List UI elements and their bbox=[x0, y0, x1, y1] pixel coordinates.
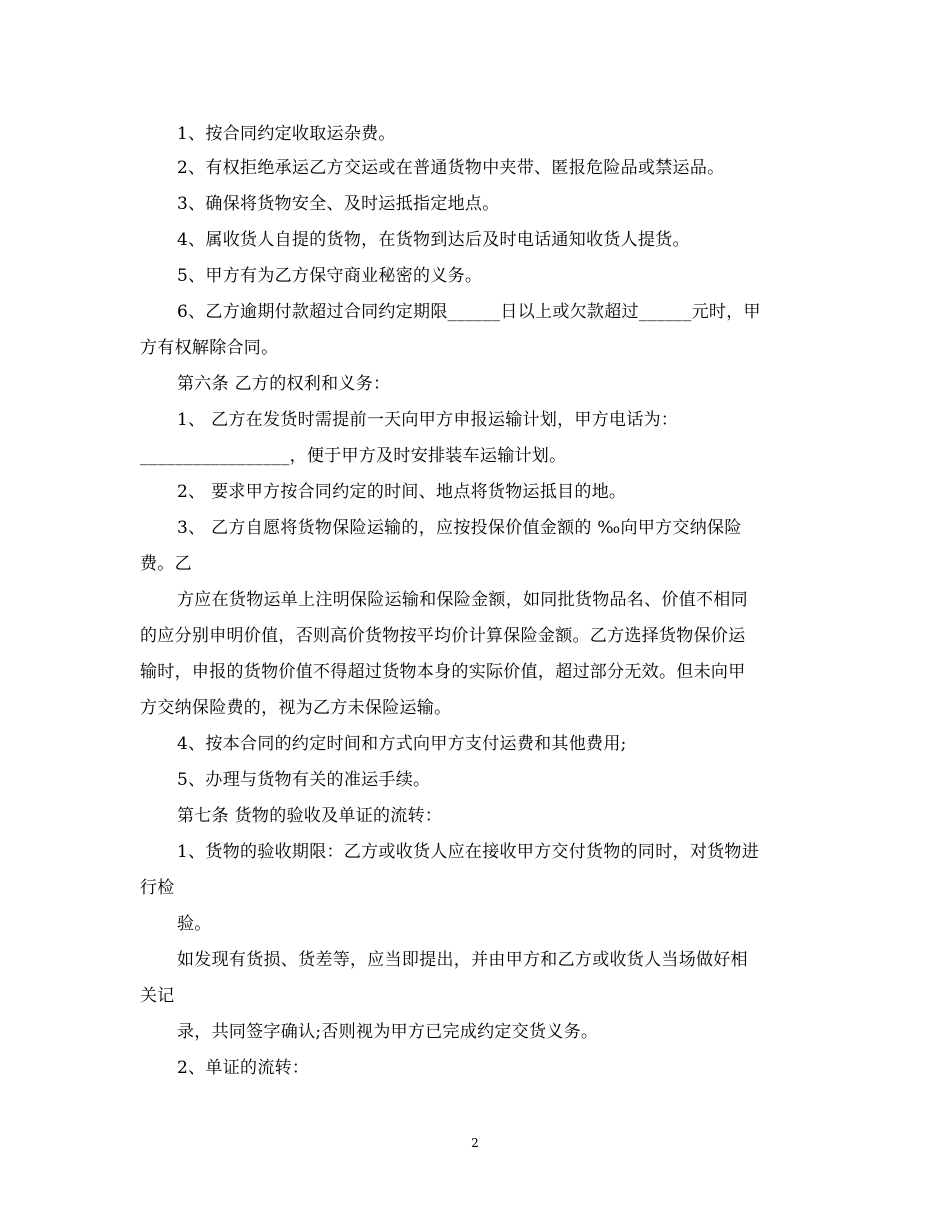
text-line: 6、乙方逾期付款超过合同约定期限______日以上或欠款超过______元时，甲 bbox=[177, 302, 761, 322]
text-line: 2、 要求甲方按合同约定的时间、地点将货物运抵目的地。 bbox=[177, 482, 627, 502]
page-number: 2 bbox=[471, 1136, 479, 1150]
section-heading: 第七条 货物的验收及单证的流转： bbox=[177, 806, 443, 826]
text-line: 行检 bbox=[140, 878, 175, 898]
text-line: 5、办理与货物有关的准运手续。 bbox=[177, 770, 431, 790]
text-line: 2、单证的流转： bbox=[177, 1058, 310, 1078]
text-line: 如发现有货损、货差等，应当即提出，并由甲方和乙方或收货人当场做好相 bbox=[177, 950, 748, 970]
text-line: 费。乙 bbox=[140, 554, 192, 574]
text-line: 方有权解除合同。 bbox=[140, 338, 279, 358]
text-line: 2、有权拒绝承运乙方交运或在普通货物中夹带、匿报危险品或禁运品。 bbox=[177, 158, 725, 178]
text-line: 1、货物的验收期限：乙方或收货人应在接收甲方交付货物的同时，对货物进 bbox=[177, 842, 760, 862]
text-line: 3、确保将货物安全、及时运抵指定地点。 bbox=[177, 194, 500, 214]
text-line: 1、 乙方在发货时需提前一天向甲方申报运输计划，甲方电话为： bbox=[177, 410, 679, 430]
text-line: 5、甲方有为乙方保守商业秘密的义务。 bbox=[177, 266, 483, 286]
text-line: 方交纳保险费的，视为乙方未保险运输。 bbox=[140, 698, 452, 718]
text-line: 1、按合同约定收取运杂费。 bbox=[177, 124, 396, 144]
text-line: 4、属收货人自提的货物，在货物到达后及时电话通知收货人提货。 bbox=[177, 230, 690, 250]
text-line: 的应分别申明价值，否则高价货物按平均价计算保险金额。乙方选择货物保价运 bbox=[140, 626, 746, 646]
section-heading: 第六条 乙方的权利和义务： bbox=[177, 374, 391, 394]
text-line: _________________，便于甲方及时安排装车运输计划。 bbox=[140, 446, 567, 466]
text-line: 录，共同签字确认;否则视为甲方已完成约定交货义务。 bbox=[177, 1022, 599, 1042]
text-line: 验。 bbox=[177, 914, 212, 934]
text-line: 关记 bbox=[140, 986, 175, 1006]
text-line: 方应在货物运单上注明保险运输和保险金额，如同批货物品名、价值不相同 bbox=[177, 590, 748, 610]
text-line: 4、按本合同的约定时间和方式向甲方支付运费和其他费用; bbox=[177, 734, 627, 754]
text-line: 输时，申报的货物价值不得超过货物本身的实际价值，超过部分无效。但未向甲 bbox=[140, 662, 746, 682]
text-line: 3、 乙方自愿将货物保险运输的，应按投保价值金额的 ‰向甲方交纳保险 bbox=[177, 518, 742, 538]
